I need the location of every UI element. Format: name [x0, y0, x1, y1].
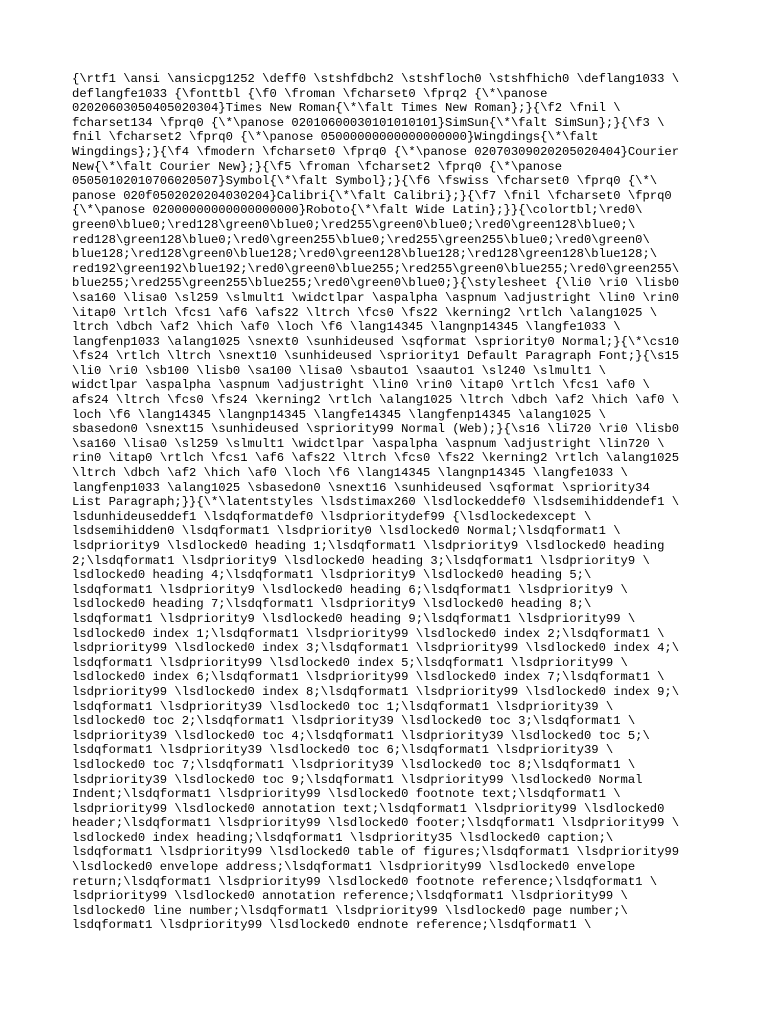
text-line: \li0 \ri0 \sb100 \lisb0 \sa100 \lisa0 \sbauto1 \saauto1 \sl240 \slmult1 \ — [72, 363, 606, 378]
document-page — [72, 72, 712, 933]
text-line: lsdpriority9 \lsdlocked0 heading 1;\lsdqformat1 \lsdpriority9 \lsdlocked0 heading — [72, 539, 665, 553]
text-line: lsdpriority99 \lsdlocked0 annotation reference;\lsdqformat1 \lsdpriority99 \ — [72, 889, 628, 904]
text-line: lsdqformat1 \lsdpriority99 \lsdlocked0 table of figures;\lsdqformat1 \lsdpriority99 — [72, 845, 680, 860]
text-line: deflangfe1033 {\fonttbl {\f0 \froman \fcharset0 \fprq2 {\*\panose — [72, 86, 548, 101]
rtf-source-text — [72, 72, 712, 933]
text-line: rin0 \itap0 \rtlch \fcs1 \af6 \afs22 \ltrch \fcs0 \fs22 \kerning2 \rtlch \alang1025 — [72, 451, 680, 466]
text-line: lsdlocked0 heading 4;\lsdqformat1 \lsdpriority9 \lsdlocked0 heading 5;\ — [72, 568, 592, 583]
text-line: panose 020f0502020204030204}Calibri{\*\falt Calibri};}{\f7 \fnil \fcharset0 \fprq0 — [72, 188, 672, 203]
text-line: New{\*\falt Courier New};}{\f5 \froman \fcharset2 \fprq0 {\*\panose — [72, 159, 563, 174]
text-line: 2;\lsdqformat1 \lsdpriority9 \lsdlocked0 heading 3;\lsdqformat1 \lsdpriority9 \ — [72, 553, 650, 568]
text-line: lsdqformat1 \lsdpriority9 \lsdlocked0 heading 6;\lsdqformat1 \lsdpriority9 \ — [72, 582, 628, 597]
text-line: 02020603050405020304}Times New Roman{\*\falt Times New Roman};}{\f2 \fnil \ — [72, 101, 621, 116]
text-line: Wingdings};}{\f4 \fmodern \fcharset0 \fprq0 {\*\panose 02070309020205020404}Courier — [72, 144, 680, 159]
text-line: lsdlocked0 heading 7;\lsdqformat1 \lsdpriority9 \lsdlocked0 heading 8;\ — [72, 597, 592, 612]
text-line: fnil \fcharset2 \fprq0 {\*\panose 05000000000000000000}Wingdings{\*\falt — [72, 130, 599, 145]
text-line: lsdqformat1 \lsdpriority9 \lsdlocked0 heading 9;\lsdqformat1 \lsdpriority99 \ — [72, 611, 636, 626]
text-line: 05050102010706020507}Symbol{\*\falt Symbol};}{\f6 \fswiss \fcharset0 \fprq0 {\*\ — [72, 174, 658, 189]
text-line: red128\green128\blue0;\red0\green255\blue0;\red255\green255\blue0;\red0\green0\ — [72, 232, 650, 247]
text-line: \fs24 \rtlch \ltrch \snext10 \sunhideused \spriority1 Default Paragraph Font;}{\s15 — [72, 349, 680, 364]
text-line: loch \f6 \lang14345 \langnp14345 \langfe14345 \langfenp14345 \alang1025 \ — [72, 407, 606, 422]
text-line: lsdlocked0 line number;\lsdqformat1 \lsdpriority99 \lsdlocked0 page number;\ — [72, 903, 628, 918]
text-line: {\*\panose 02000000000000000000}Roboto{\*\falt Wide Latin};}}{\colortbl;\red0\ — [72, 203, 643, 218]
text-line: return;\lsdqformat1 \lsdpriority99 \lsdlocked0 footnote reference;\lsdqformat1 \ — [72, 874, 658, 889]
text-line: lsdlocked0 index 1;\lsdqformat1 \lsdpriority99 \lsdlocked0 index 2;\lsdqformat1 \ — [72, 626, 665, 641]
text-line: \itap0 \rtlch \fcs1 \af6 \afs22 \ltrch \fcs0 \fs22 \kerning2 \rtlch \alang1025 \ — [72, 305, 658, 320]
text-line: fcharset134 \fprq0 {\*\panose 02010600030101010101}SimSun{\*\falt SimSun};}{\f3 \ — [72, 115, 665, 130]
text-line: lsdqformat1 \lsdpriority39 \lsdlocked0 toc 6;\lsdqformat1 \lsdpriority39 \ — [72, 743, 614, 758]
text-line: lsdpriority39 \lsdlocked0 toc 4;\lsdqformat1 \lsdpriority39 \lsdlocked0 toc 5;\ — [72, 728, 650, 743]
text-line: lsdpriority99 \lsdlocked0 index 3;\lsdqformat1 \lsdpriority99 \lsdlocked0 index 4;\ — [72, 641, 680, 656]
text-line: {\rtf1 \ansi \ansicpg1252 \deff0 \stshfdbch2 \stshfloch0 \stshfhich0 \deflang1033 \ — [72, 72, 680, 86]
text-line: lsdqformat1 \lsdpriority39 \lsdlocked0 toc 1;\lsdqformat1 \lsdpriority39 \ — [72, 699, 614, 714]
text-line: lsdpriority39 \lsdlocked0 toc 9;\lsdqformat1 \lsdpriority99 \lsdlocked0 Normal — [72, 772, 643, 787]
text-line: \sa160 \lisa0 \sl259 \slmult1 \widctlpar \aspalpha \aspnum \adjustright \lin720 \ — [72, 436, 665, 451]
text-line: lsdlocked0 toc 7;\lsdqformat1 \lsdpriority39 \lsdlocked0 toc 8;\lsdqformat1 \ — [72, 757, 636, 772]
text-line: Indent;\lsdqformat1 \lsdpriority99 \lsdlocked0 footnote text;\lsdqformat1 \ — [72, 787, 621, 802]
text-line: lsdqformat1 \lsdpriority99 \lsdlocked0 endnote reference;\lsdqformat1 \ — [72, 918, 592, 933]
text-line: lsdunhideuseddef1 \lsdqformatdef0 \lsdprioritydef99 {\lsdlockedexcept \ — [72, 509, 592, 524]
text-line: green0\blue0;\red128\green0\blue0;\red255\green0\blue0;\red0\green128\blue0;\ — [72, 217, 636, 232]
text-line: blue128;\red128\green0\blue128;\red0\green128\blue128;\red128\green128\blue128;\ — [72, 247, 658, 262]
text-line: lsdsemihidden0 \lsdqformat1 \lsdpriority0 \lsdlocked0 Normal;\lsdqformat1 \ — [72, 524, 621, 539]
text-line: lsdlocked0 index 6;\lsdqformat1 \lsdpriority99 \lsdlocked0 index 7;\lsdqformat1 \ — [72, 670, 665, 685]
text-line: ltrch \dbch \af2 \hich \af0 \loch \f6 \lang14345 \langnp14345 \langfe1033 \ — [72, 320, 621, 335]
text-line: afs24 \ltrch \fcs0 \fs24 \kerning2 \rtlch \alang1025 \ltrch \dbch \af2 \hich \af0 \ — [72, 393, 680, 408]
text-line: lsdlocked0 toc 2;\lsdqformat1 \lsdpriority39 \lsdlocked0 toc 3;\lsdqformat1 \ — [72, 714, 636, 729]
text-line: lsdpriority99 \lsdlocked0 index 8;\lsdqformat1 \lsdpriority99 \lsdlocked0 index 9;\ — [72, 684, 680, 699]
text-line: \ltrch \dbch \af2 \hich \af0 \loch \f6 \lang14345 \langnp14345 \langfe1033 \ — [72, 466, 628, 481]
text-line: List Paragraph;}}{\*\latentstyles \lsdstimax260 \lsdlockeddef0 \lsdsemihiddendef1 \ — [72, 495, 680, 510]
text-line: red192\green192\blue192;\red0\green0\blue255;\red255\green0\blue255;\red0\green255\ — [72, 261, 680, 276]
text-line: langfenp1033 \alang1025 \sbasedon0 \snext16 \sunhideused \sqformat \spriority34 — [72, 480, 650, 495]
text-line: lsdpriority99 \lsdlocked0 annotation text;\lsdqformat1 \lsdpriority99 \lsdlocked0 — [72, 801, 665, 816]
text-line: \sa160 \lisa0 \sl259 \slmult1 \widctlpar \aspalpha \aspnum \adjustright \lin0 \rin0 — [72, 290, 680, 305]
text-line: langfenp1033 \alang1025 \snext0 \sunhideused \sqformat \spriority0 Normal;}{\*\cs10 — [72, 334, 680, 349]
text-line: lsdlocked0 index heading;\lsdqformat1 \lsdpriority35 \lsdlocked0 caption;\ — [72, 830, 614, 845]
text-line: lsdqformat1 \lsdpriority99 \lsdlocked0 index 5;\lsdqformat1 \lsdpriority99 \ — [72, 655, 628, 670]
text-line: header;\lsdqformat1 \lsdpriority99 \lsdlocked0 footer;\lsdqformat1 \lsdpriority99 \ — [72, 816, 680, 831]
text-line: blue255;\red255\green255\blue255;\red0\green0\blue0;}{\stylesheet {\li0 \ri0 \lisb0 — [72, 276, 680, 291]
text-line: widctlpar \aspalpha \aspnum \adjustright \lin0 \rin0 \itap0 \rtlch \fcs1 \af0 \ — [72, 378, 650, 393]
text-line: \lsdlocked0 envelope address;\lsdqformat1 \lsdpriority99 \lsdlocked0 envelope — [72, 860, 636, 875]
text-line: sbasedon0 \snext15 \sunhideused \spriority99 Normal (Web);}{\s16 \li720 \ri0 \lisb0 — [72, 422, 680, 437]
